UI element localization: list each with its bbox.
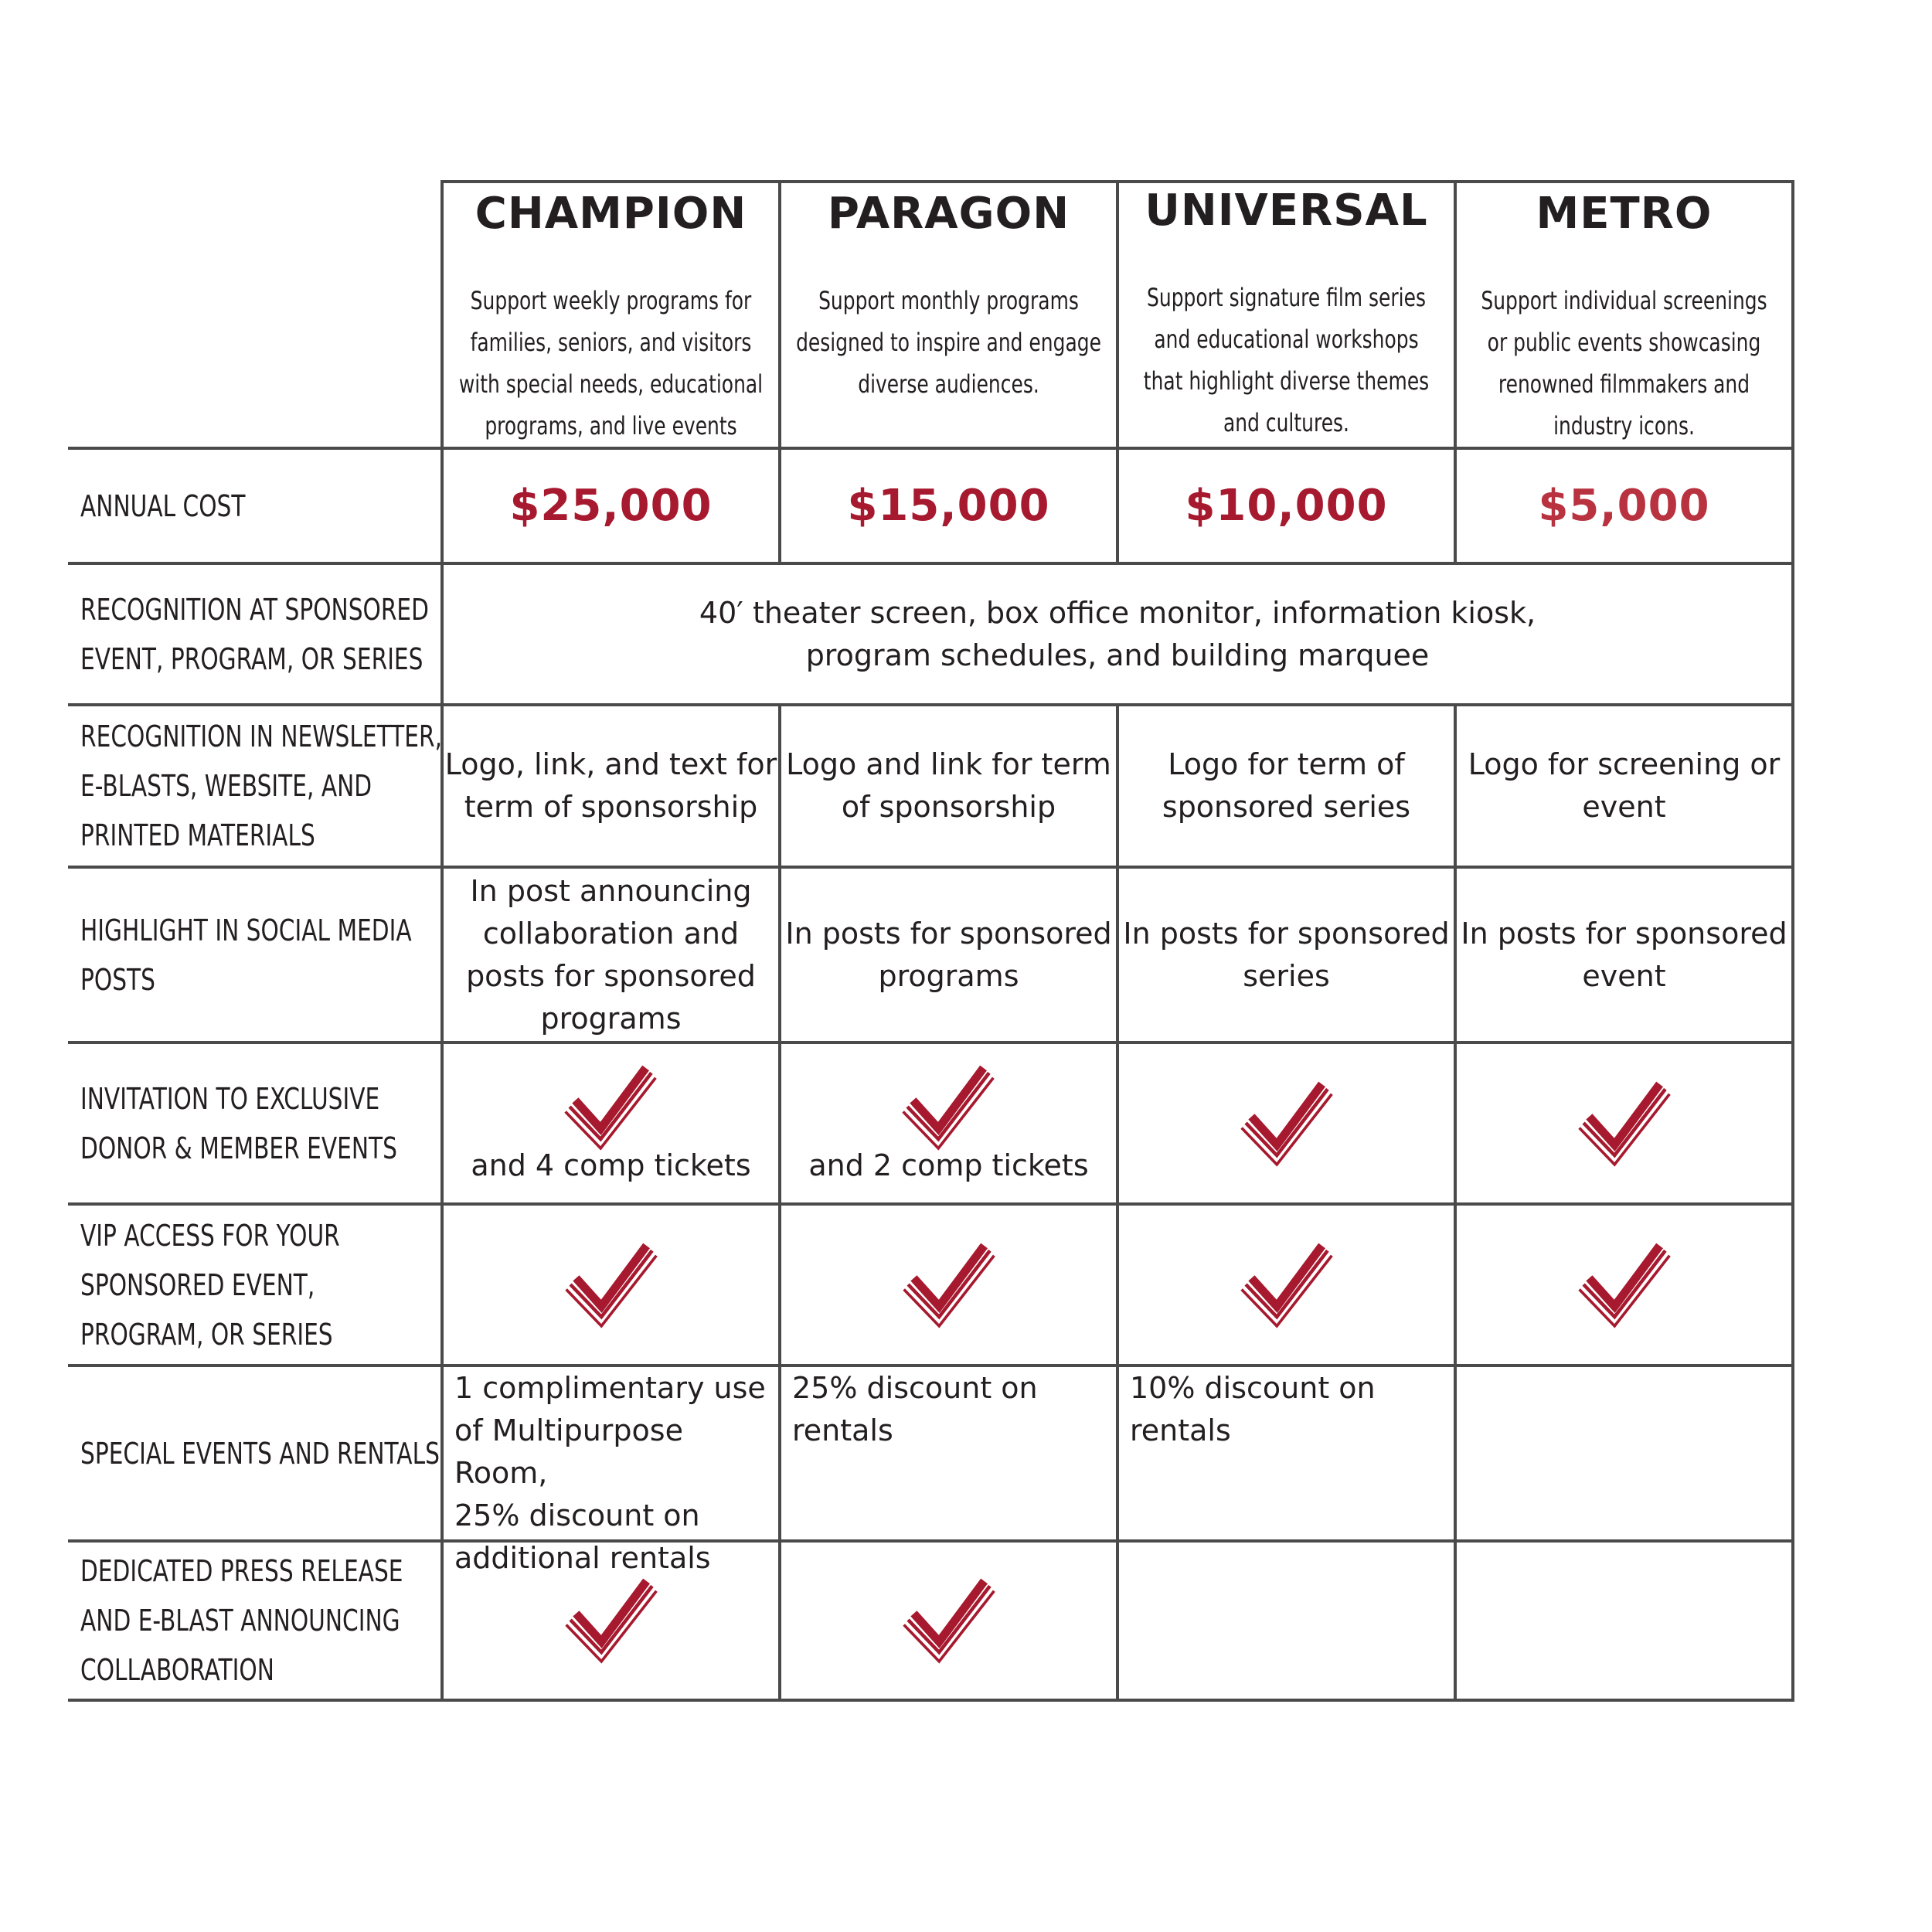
vip-access-champion — [444, 1206, 778, 1364]
label-line: PRINTED MATERIALS — [80, 818, 315, 852]
vip-access-universal — [1119, 1206, 1454, 1364]
special-events-champion — [444, 1367, 778, 1575]
invitation-universal — [1119, 1044, 1454, 1202]
description-line: Support monthly programs — [818, 286, 1079, 315]
value-line: programs — [540, 1001, 682, 1036]
label-line: COLLABORATION — [80, 1653, 274, 1687]
label-line: RECOGNITION AT SPONSORED — [80, 592, 429, 627]
recognition-newsletter-universal — [1119, 706, 1454, 866]
value-line: of Multipurpose Room, — [454, 1413, 683, 1490]
price-value: $15,000 — [847, 481, 1050, 531]
tier-description-metro — [1451, 280, 1797, 447]
label-line: RECOGNITION IN NEWSLETTER, — [80, 719, 443, 753]
value-line: In posts for sponsored — [1123, 916, 1450, 951]
annual-cost-paragon — [781, 450, 1116, 562]
press-release-champion — [444, 1543, 778, 1699]
value-line: rentals — [1130, 1413, 1231, 1447]
checkmark-icon — [563, 1573, 659, 1668]
value-line: Logo and link for term — [786, 747, 1111, 781]
description-line: Support weekly programs for — [470, 286, 752, 315]
description-line: or public events showcasing — [1487, 328, 1761, 357]
comp-tickets-note: and 4 comp tickets — [471, 1148, 751, 1182]
description-line: industry icons. — [1553, 411, 1695, 440]
value-line: Logo, link, and text for — [444, 747, 777, 781]
social-media-metro — [1457, 869, 1791, 1041]
label-line: HIGHLIGHT IN SOCIAL MEDIA — [80, 913, 412, 947]
label-line: VIP ACCESS FOR YOUR — [80, 1218, 340, 1253]
description-line: diverse audiences. — [858, 369, 1039, 399]
description-line: Support signature film series — [1147, 283, 1426, 312]
value-line: collaboration and — [482, 916, 740, 951]
description-line: that highlight diverse themes — [1143, 366, 1430, 396]
value-line: event — [1582, 790, 1666, 824]
press-release-metro — [1457, 1543, 1791, 1699]
tier-name-champion: CHAMPION — [474, 189, 747, 239]
value-line: sponsored series — [1162, 790, 1411, 824]
row-label-annual-cost — [80, 450, 437, 562]
checkmark-icon — [900, 1060, 996, 1155]
label-line: ANNUAL COST — [80, 488, 246, 523]
checkmark-icon — [563, 1237, 659, 1333]
value-line: additional rentals — [454, 1541, 711, 1575]
label-line: DEDICATED PRESS RELEASE — [80, 1554, 403, 1588]
value-line: series — [1243, 958, 1330, 993]
tier-name-metro: METRO — [1536, 189, 1713, 239]
row-label-social-media — [80, 869, 437, 1041]
label-line: E-BLASTS, WEBSITE, AND — [80, 769, 372, 803]
row-label-invitation — [80, 1044, 437, 1202]
description-line: designed to inspire and engage — [796, 328, 1101, 357]
special-events-metro — [1457, 1367, 1791, 1539]
recognition-newsletter-metro — [1457, 706, 1791, 866]
value-line: term of sponsorship — [464, 790, 758, 824]
value-line: rentals — [792, 1413, 893, 1447]
row-label-recognition-event — [80, 565, 437, 703]
annual-cost-champion — [444, 450, 778, 562]
tier-description-universal — [1114, 277, 1459, 444]
label-line: AND E-BLAST ANNOUNCING — [80, 1604, 400, 1638]
tier-description-paragon — [776, 280, 1121, 405]
label-line: INVITATION TO EXCLUSIVE — [80, 1081, 380, 1116]
description-line: families, seniors, and visitors — [470, 328, 752, 357]
invitation-champion — [444, 1044, 778, 1202]
checkmark-icon — [901, 1573, 997, 1668]
description-line: and cultures. — [1223, 408, 1349, 437]
vip-access-metro — [1457, 1206, 1791, 1364]
value-line: 1 complimentary use — [454, 1371, 766, 1405]
value-line: 25% discount on — [792, 1371, 1038, 1405]
price-value: $10,000 — [1185, 481, 1388, 531]
label-line: EVENT, PROGRAM, OR SERIES — [80, 641, 423, 676]
social-media-champion — [444, 869, 778, 1041]
description-line: programs, and live events — [485, 411, 737, 440]
grid-line — [440, 180, 1794, 183]
value-line: posts for sponsored — [466, 958, 756, 993]
description-line: Support individual screenings — [1481, 286, 1767, 315]
value-line: In posts for sponsored — [1461, 916, 1787, 951]
description-line: renowned filmmakers and — [1498, 369, 1750, 399]
press-release-universal — [1119, 1543, 1454, 1699]
tier-description-champion — [438, 280, 784, 447]
grid-line — [68, 1699, 1794, 1702]
label-line: SPECIAL EVENTS AND RENTALS — [80, 1436, 440, 1471]
label-line: SPONSORED EVENT, — [80, 1267, 315, 1302]
tier-name-paragon: PARAGON — [827, 189, 1070, 239]
recognition-event-value — [444, 565, 1791, 703]
value-line: 10% discount on — [1130, 1371, 1376, 1405]
social-media-universal — [1119, 869, 1454, 1041]
special-events-paragon — [781, 1367, 1116, 1539]
value-line: In posts for sponsored — [785, 916, 1112, 951]
value-line: In post announcing — [470, 873, 752, 908]
value-line: program schedules, and building marquee — [805, 638, 1430, 672]
value-line: 40′ theater screen, box office monitor, information kiosk, — [699, 595, 1536, 630]
label-line: PROGRAM, OR SERIES — [80, 1317, 333, 1352]
price-value: $25,000 — [509, 481, 713, 531]
annual-cost-metro — [1457, 450, 1791, 562]
press-release-paragon — [781, 1543, 1116, 1699]
tier-name-universal: UNIVERSAL — [1145, 185, 1428, 236]
value-line: event — [1582, 958, 1666, 993]
annual-cost-universal — [1119, 450, 1454, 562]
value-line: Logo for screening or — [1468, 747, 1781, 781]
recognition-newsletter-champion — [444, 706, 778, 866]
checkmark-icon — [1577, 1237, 1672, 1333]
invitation-metro — [1457, 1044, 1791, 1202]
social-media-paragon — [781, 869, 1116, 1041]
value-line: 25% discount on — [454, 1498, 700, 1532]
checkmark-icon — [1239, 1076, 1335, 1172]
row-label-recognition-newsletter — [80, 706, 443, 866]
vip-access-paragon — [781, 1206, 1116, 1364]
value-line: Logo for term of — [1168, 747, 1405, 781]
row-label-special-events — [80, 1367, 440, 1539]
value-line: programs — [878, 958, 1019, 993]
label-line: POSTS — [80, 962, 155, 997]
description-line: and educational workshops — [1154, 325, 1419, 354]
recognition-newsletter-paragon — [781, 706, 1116, 866]
price-value: $5,000 — [1538, 481, 1710, 531]
checkmark-icon — [901, 1237, 997, 1333]
special-events-universal — [1119, 1367, 1454, 1539]
invitation-paragon — [781, 1044, 1116, 1202]
value-line: of sponsorship — [841, 790, 1056, 824]
label-line: DONOR & MEMBER EVENTS — [80, 1131, 397, 1165]
row-label-press-release — [80, 1543, 437, 1699]
description-line: with special needs, educational — [458, 369, 764, 399]
checkmark-icon — [563, 1060, 658, 1155]
checkmark-icon — [1239, 1237, 1335, 1333]
comp-tickets-note: and 2 comp tickets — [808, 1148, 1089, 1182]
row-label-vip-access — [80, 1206, 437, 1364]
checkmark-icon — [1577, 1076, 1672, 1172]
